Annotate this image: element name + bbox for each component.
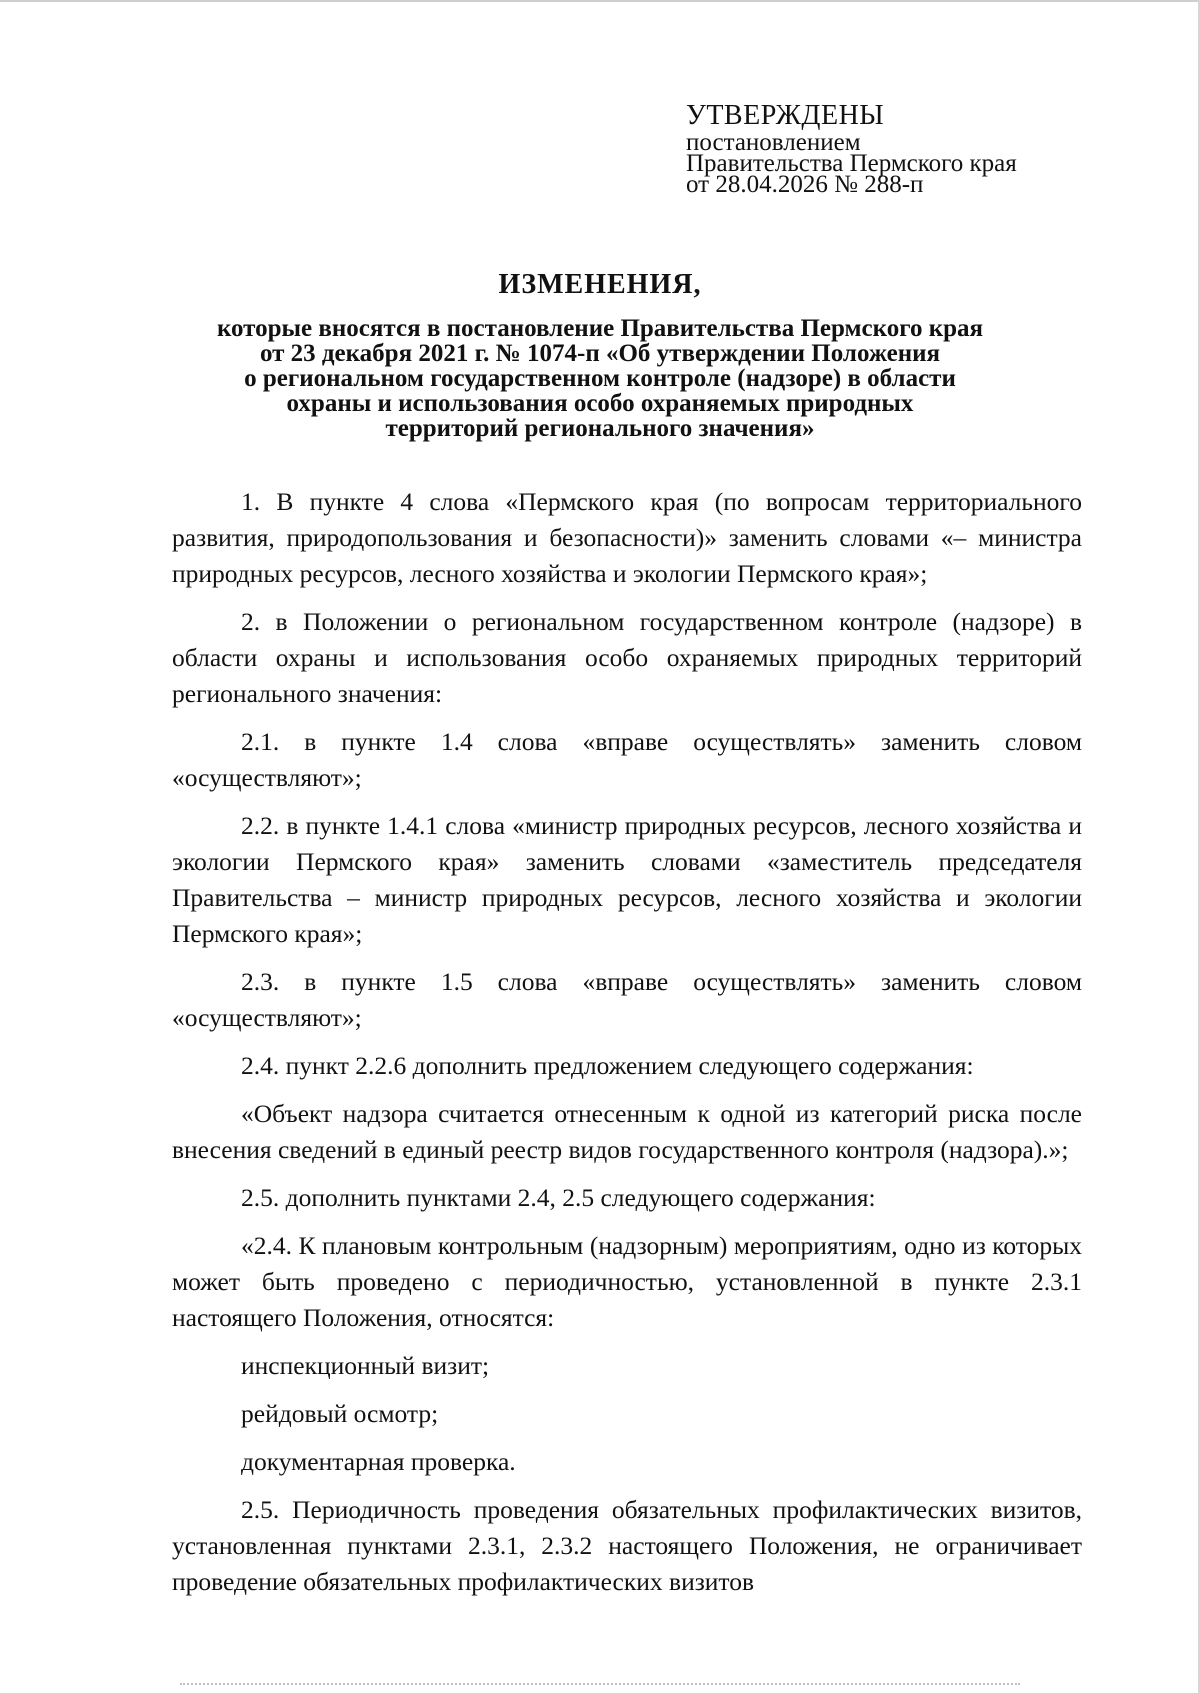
paragraph: 2.5. дополнить пунктами 2.4, 2.5 следующего содержания:	[241, 1183, 876, 1212]
document-title-block	[150, 268, 1050, 441]
approval-line-2: Правительства Пермского края	[686, 150, 1017, 177]
document-body	[172, 484, 1082, 1600]
approval-line-3: от 28.04.2026 № 288-п	[686, 171, 924, 198]
document-subtitle-line: которые вносятся в постановление Правительства Пермского края	[216, 315, 984, 342]
paragraph: 1. В пункте 4 слова «Пермского края (по вопросам территориального развития, природопользования и безопасности)» заменить словами «– министра природных ресурсов, лесного хозяйства и экологии Пермского края»;	[172, 487, 1082, 588]
approval-stamp-block	[686, 100, 1166, 198]
paragraph: инспекционный визит;	[241, 1351, 490, 1380]
approval-line-1: постановлением	[686, 129, 861, 156]
paragraph: 2. в Положении о региональном государственном контроле (надзоре) в области охраны и использования особо охраняемых природных территорий регионального значения:	[172, 607, 1082, 708]
paragraph: 2.5. Периодичность проведения обязательных профилактических визитов, установленная пунктами 2.3.1, 2.3.2 настоящего Положения, не ограничивает проведение обязательных профилактических визитов	[172, 1495, 1082, 1596]
paragraph: «2.4. К плановым контрольным (надзорным) мероприятиям, одно из которых может быть проведено с периодичностью, установленной в пункте 2.3.1 настоящего Положения, относятся:	[172, 1231, 1082, 1332]
paragraph: 2.3. в пункте 1.5 слова «вправе осуществлять» заменить словом «осуществляют»;	[172, 967, 1082, 1032]
scan-edge-top	[0, 0, 1200, 2]
document-subtitle-line: территорий регионального значения»	[385, 415, 815, 442]
document-subtitle-line: от 23 декабря 2021 г. № 1074-п «Об утверждении Положения	[259, 340, 941, 367]
paragraph: 2.4. пункт 2.2.6 дополнить предложением следующего содержания:	[241, 1051, 974, 1080]
approval-heading: УТВЕРЖДЕНЫ	[686, 100, 885, 131]
paragraph: рейдовый осмотр;	[241, 1399, 439, 1428]
scan-artifact-marks	[180, 1683, 1020, 1688]
paragraph: 2.1. в пункте 1.4 слова «вправе осуществлять» заменить словом «осуществляют»;	[172, 727, 1082, 792]
document-title: ИЗМЕНЕНИЯ,	[498, 269, 702, 300]
paragraph: 2.2. в пункте 1.4.1 слова «министр природных ресурсов, лесного хозяйства и экологии Пермского края» заменить словами «заместитель председателя Правительства – министр природных ресурсов, лесного хозяйства и экологии Пермского края»;	[172, 811, 1082, 948]
paragraph: «Объект надзора считается отнесенным к одной из категорий риска после внесения сведений в единый реестр видов государственного контроля (надзора).»;	[172, 1099, 1082, 1164]
document-subtitle-line: охраны и использования особо охраняемых природных	[286, 390, 914, 417]
paragraph: документарная проверка.	[241, 1447, 516, 1476]
document-subtitle-line: о региональном государственном контроле (надзоре) в области	[244, 365, 956, 392]
